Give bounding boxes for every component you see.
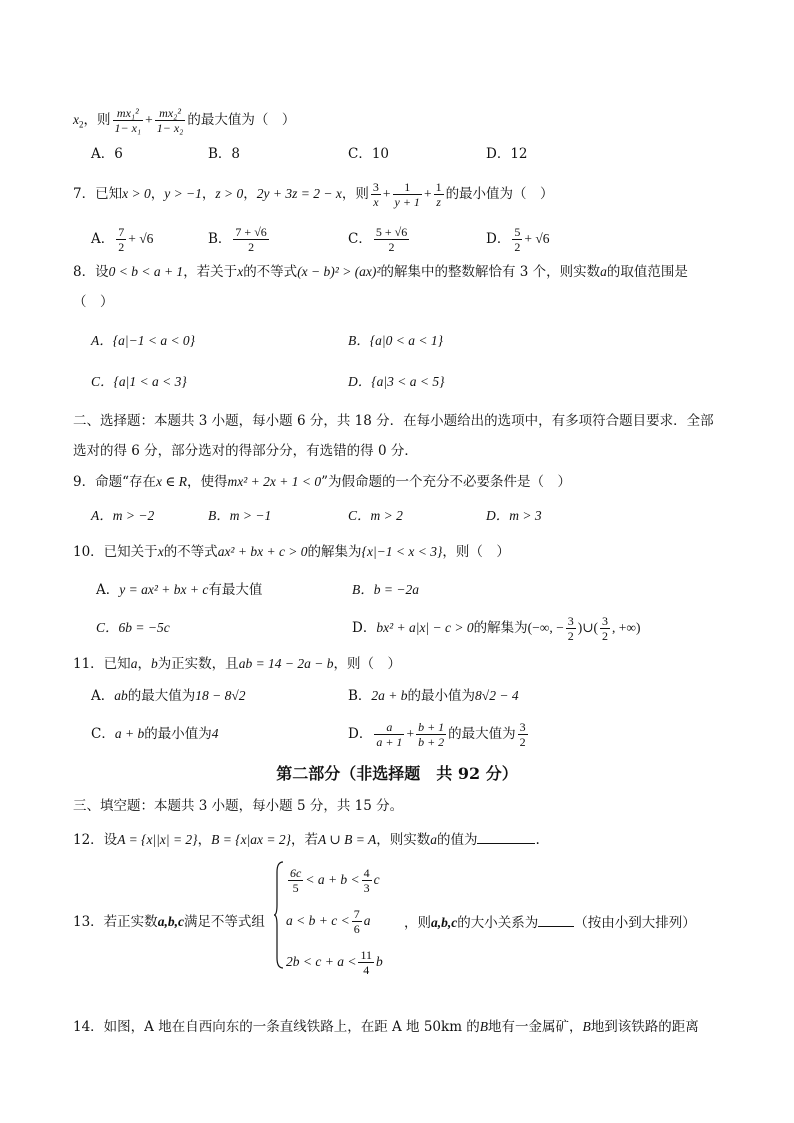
q8-mid-2: 的不等式 — [243, 264, 298, 280]
q7-sep-3: ， — [243, 186, 257, 202]
q8-inequality: (x − b)² > (ax)² — [297, 264, 381, 279]
q12-var: a — [430, 832, 437, 847]
q14-lead: 14．如图，A 地在自西向东的一条直线铁路上，在距 A 地 50km 的 — [73, 1019, 480, 1035]
q8-mid-4: 的取值范围是 — [606, 264, 688, 280]
q8-lead: 8．设 — [73, 264, 109, 280]
q9-option-a: A．m > −2 — [91, 508, 155, 523]
q8-option-d: D．{a|3 < a < 5} — [348, 374, 445, 389]
q8-paren: （ ） — [73, 294, 114, 310]
q7-option-a: A． $\frac{7}{2}$ + √6 — [91, 225, 154, 254]
q8-cond: 0 < b < a + 1 — [108, 264, 184, 279]
q9-mid: ，使得 — [186, 474, 228, 490]
q11-option-a: A．ab的最大值为18 − 8√2 — [91, 688, 246, 704]
q12-cond: A ∪ B = A — [318, 832, 377, 847]
q12-mid-1: ，若 — [291, 832, 319, 848]
q6-comma: ，则 — [83, 112, 111, 128]
q13-vars-2: a,b,c — [431, 915, 458, 930]
q12-sep: ， — [197, 832, 212, 848]
q7-frac-2: $\frac{1}{y + 1}$ — [394, 180, 420, 209]
q10-option-d: D．bx² + a|x| − c > 0的解集为(−∞, − $\frac{3}{2}$ )∪( $\frac{3}{2}$ , +∞) — [352, 614, 641, 643]
q13-stem-tail — [404, 912, 696, 933]
q11-tail: ，则（ ） — [333, 656, 402, 672]
q11-var-a: a — [130, 656, 138, 671]
q11-option-b: B．2a + b的最小值为8√2 − 4 — [348, 688, 519, 704]
q11-option-d: D． $\frac{a}{a + 1}$ + $\frac{b + 1}{b + 2}$ 的最大值为 $\frac{3}{2}$ — [348, 720, 526, 749]
q6-stem-line — [73, 106, 295, 135]
q12-mid-3: 的值为 — [436, 832, 478, 848]
q9-expr: mx² + 2x + 1 < 0 — [227, 474, 322, 489]
q7-sep-2: ， — [201, 186, 216, 202]
q13-row-3: 2b < c + a < $\frac{11}{4}$ b — [286, 948, 383, 977]
q10-mid-1: 的不等式 — [163, 544, 218, 560]
q6-lead-var: x — [73, 112, 79, 127]
q12-end: . — [535, 832, 540, 848]
q7-cond-3: z > 0 — [215, 186, 244, 201]
q9-option-d: D．m > 3 — [486, 508, 542, 523]
q13-mid: 满足不等式组 — [183, 914, 265, 930]
q11-sep: ， — [137, 656, 151, 672]
q13-tail: （按由小到大排列） — [574, 915, 696, 931]
part2-intro-line-1: 二、选择题：本题共 3 小题，每小题 6 分，共 18 分．在每小题给出的选项中，有多项符合题目要求．全部 — [73, 413, 714, 429]
q14-stem-line — [73, 1017, 699, 1037]
q10-stem-line — [73, 542, 510, 562]
q7-stem-line: 7．已知x > 0，y > −1，z > 0，2y + 3z = 2 − x，则 $\frac{3}{x}$ + $\frac{1}{y + 1}$ + $\frac{1}{z}$ 的最小值为（ ） — [73, 180, 554, 209]
q13-mid-2: ，则 — [404, 915, 431, 931]
q6-plus: + — [145, 112, 153, 127]
q10-tail: ，则（ ） — [442, 544, 510, 560]
q10-option-a: A．y = ax² + bx + c有最大值 — [96, 582, 263, 598]
q8-option-a: A．{a|−1 < a < 0} — [91, 333, 196, 348]
q9-option-b: B．m > −1 — [208, 508, 272, 523]
q6-tail: 的最大值为（ ） — [187, 112, 296, 128]
q10-option-c: C．6b = −5c — [96, 620, 170, 635]
q10-lead: 10．已知关于 — [73, 544, 158, 560]
q7-option-c: C． $\frac{5 + √6}{2}$ — [348, 225, 408, 254]
q7-sep-1: ， — [150, 186, 165, 202]
q11-var-b: b — [150, 656, 158, 671]
q7-lead: 7．已知 — [73, 186, 123, 202]
q14-tail: 地到该铁路的距离 — [590, 1019, 699, 1035]
q9-tail: ”为假命题的一个充分不必要条件是（ ） — [321, 474, 572, 490]
q11-cond: ab = 14 − 2a − b — [238, 656, 334, 671]
q9-lead: 9．命题“存在 — [73, 474, 156, 490]
q10-expr: ax² + bx + c > 0 — [217, 544, 308, 559]
q7-cond-4: 2y + 3z = 2 − x — [256, 186, 342, 201]
q8-var-x: x — [237, 264, 244, 279]
q7-tail: 的最小值为（ ） — [445, 186, 554, 202]
q8-var-a: a — [600, 264, 607, 279]
q6-option-b: B．8 — [208, 146, 241, 162]
q6-option-a: A．6 — [91, 146, 123, 162]
q13-row-1: $\frac{6c}{5}$ < a + b < $\frac{4}{3}$ c — [290, 866, 380, 895]
q6-option-c: C．10 — [348, 146, 390, 162]
q7-option-b: B． $\frac{7 + √6}{2}$ — [208, 225, 267, 254]
q7-frac-3: $\frac{1}{z}$ — [435, 180, 442, 209]
q8-mid-1: ，若关于 — [183, 264, 238, 280]
q11-mid: 为正实数，且 — [157, 656, 239, 672]
part2-intro-line-2: 选对的得 6 分，部分选对的得部分分，有选错的得 0 分． — [73, 443, 418, 459]
q13-row-2: a < b + c < $\frac{7}{6}$ a — [286, 907, 371, 936]
part3-intro: 三、填空题：本题共 3 小题，每小题 5 分，共 15 分。 — [73, 798, 404, 814]
q13-mid-3: 的大小关系为 — [457, 915, 539, 931]
q14-var-b-1: B — [479, 1019, 489, 1034]
q6-fraction-1: $\frac{\text{mx₁²}}{\text{1− x₁}}$ — [114, 106, 142, 135]
q14-mid: 地有一金属矿， — [488, 1019, 583, 1035]
q11-stem-line — [73, 654, 401, 674]
q6-lead-sub: 2 — [79, 119, 84, 130]
q12-stem-line — [73, 829, 540, 850]
q10-option-b: B．b = −2a — [352, 582, 419, 597]
q11-lead: 11．已知 — [73, 656, 131, 672]
q7-frac-1: $\frac{3}{x}$ — [372, 180, 379, 209]
q10-mid-2: 的解集为 — [307, 544, 362, 560]
q8-option-c: C．{a|1 < a < 3} — [91, 374, 187, 389]
q12-set-b: B = {x|ax = 2} — [211, 832, 292, 847]
q14-var-b-2: B — [582, 1019, 591, 1034]
q6-fraction-2: $\frac{\text{mx₂²}}{\text{1− x₂}}$ — [156, 106, 184, 135]
q12-mid-2: ，则实数 — [376, 832, 431, 848]
q6-option-d: D．12 — [486, 146, 528, 162]
q12-set-a: A = {x||x| = 2} — [117, 832, 198, 847]
q11-option-c: C．a + b的最小值为4 — [91, 726, 219, 742]
q13-vars: a,b,c — [157, 914, 184, 929]
q8-option-b: B．{a|0 < a < 1} — [348, 333, 443, 348]
q10-set: {x|−1 < x < 3} — [361, 544, 443, 559]
q10-var: x — [157, 544, 164, 559]
q13-system-brace — [274, 860, 284, 970]
q9-stem-line — [73, 472, 571, 492]
q7-cond-1: x > 0 — [122, 186, 151, 201]
q8-stem-line — [73, 262, 688, 282]
q7-option-d: D． $\frac{5}{2}$ + √6 — [486, 225, 550, 254]
q8-mid-3: 的解集中的整数解恰有 3 个，则实数 — [380, 264, 601, 280]
section-2-title: 第二部分（非选择题 共 92 分） — [276, 764, 518, 783]
q9-option-c: C．m > 2 — [348, 508, 403, 523]
q7-cond-2: y > −1 — [164, 186, 202, 201]
q12-answer-blank[interactable] — [477, 829, 535, 844]
q7-sep-4: ，则 — [341, 186, 369, 202]
q13-stem-lead — [73, 912, 265, 932]
q13-answer-blank[interactable] — [538, 912, 574, 927]
q12-lead: 12．设 — [73, 832, 118, 848]
q13-lead: 13．若正实数 — [73, 914, 158, 930]
q9-cond: x ∈ R — [156, 474, 187, 489]
